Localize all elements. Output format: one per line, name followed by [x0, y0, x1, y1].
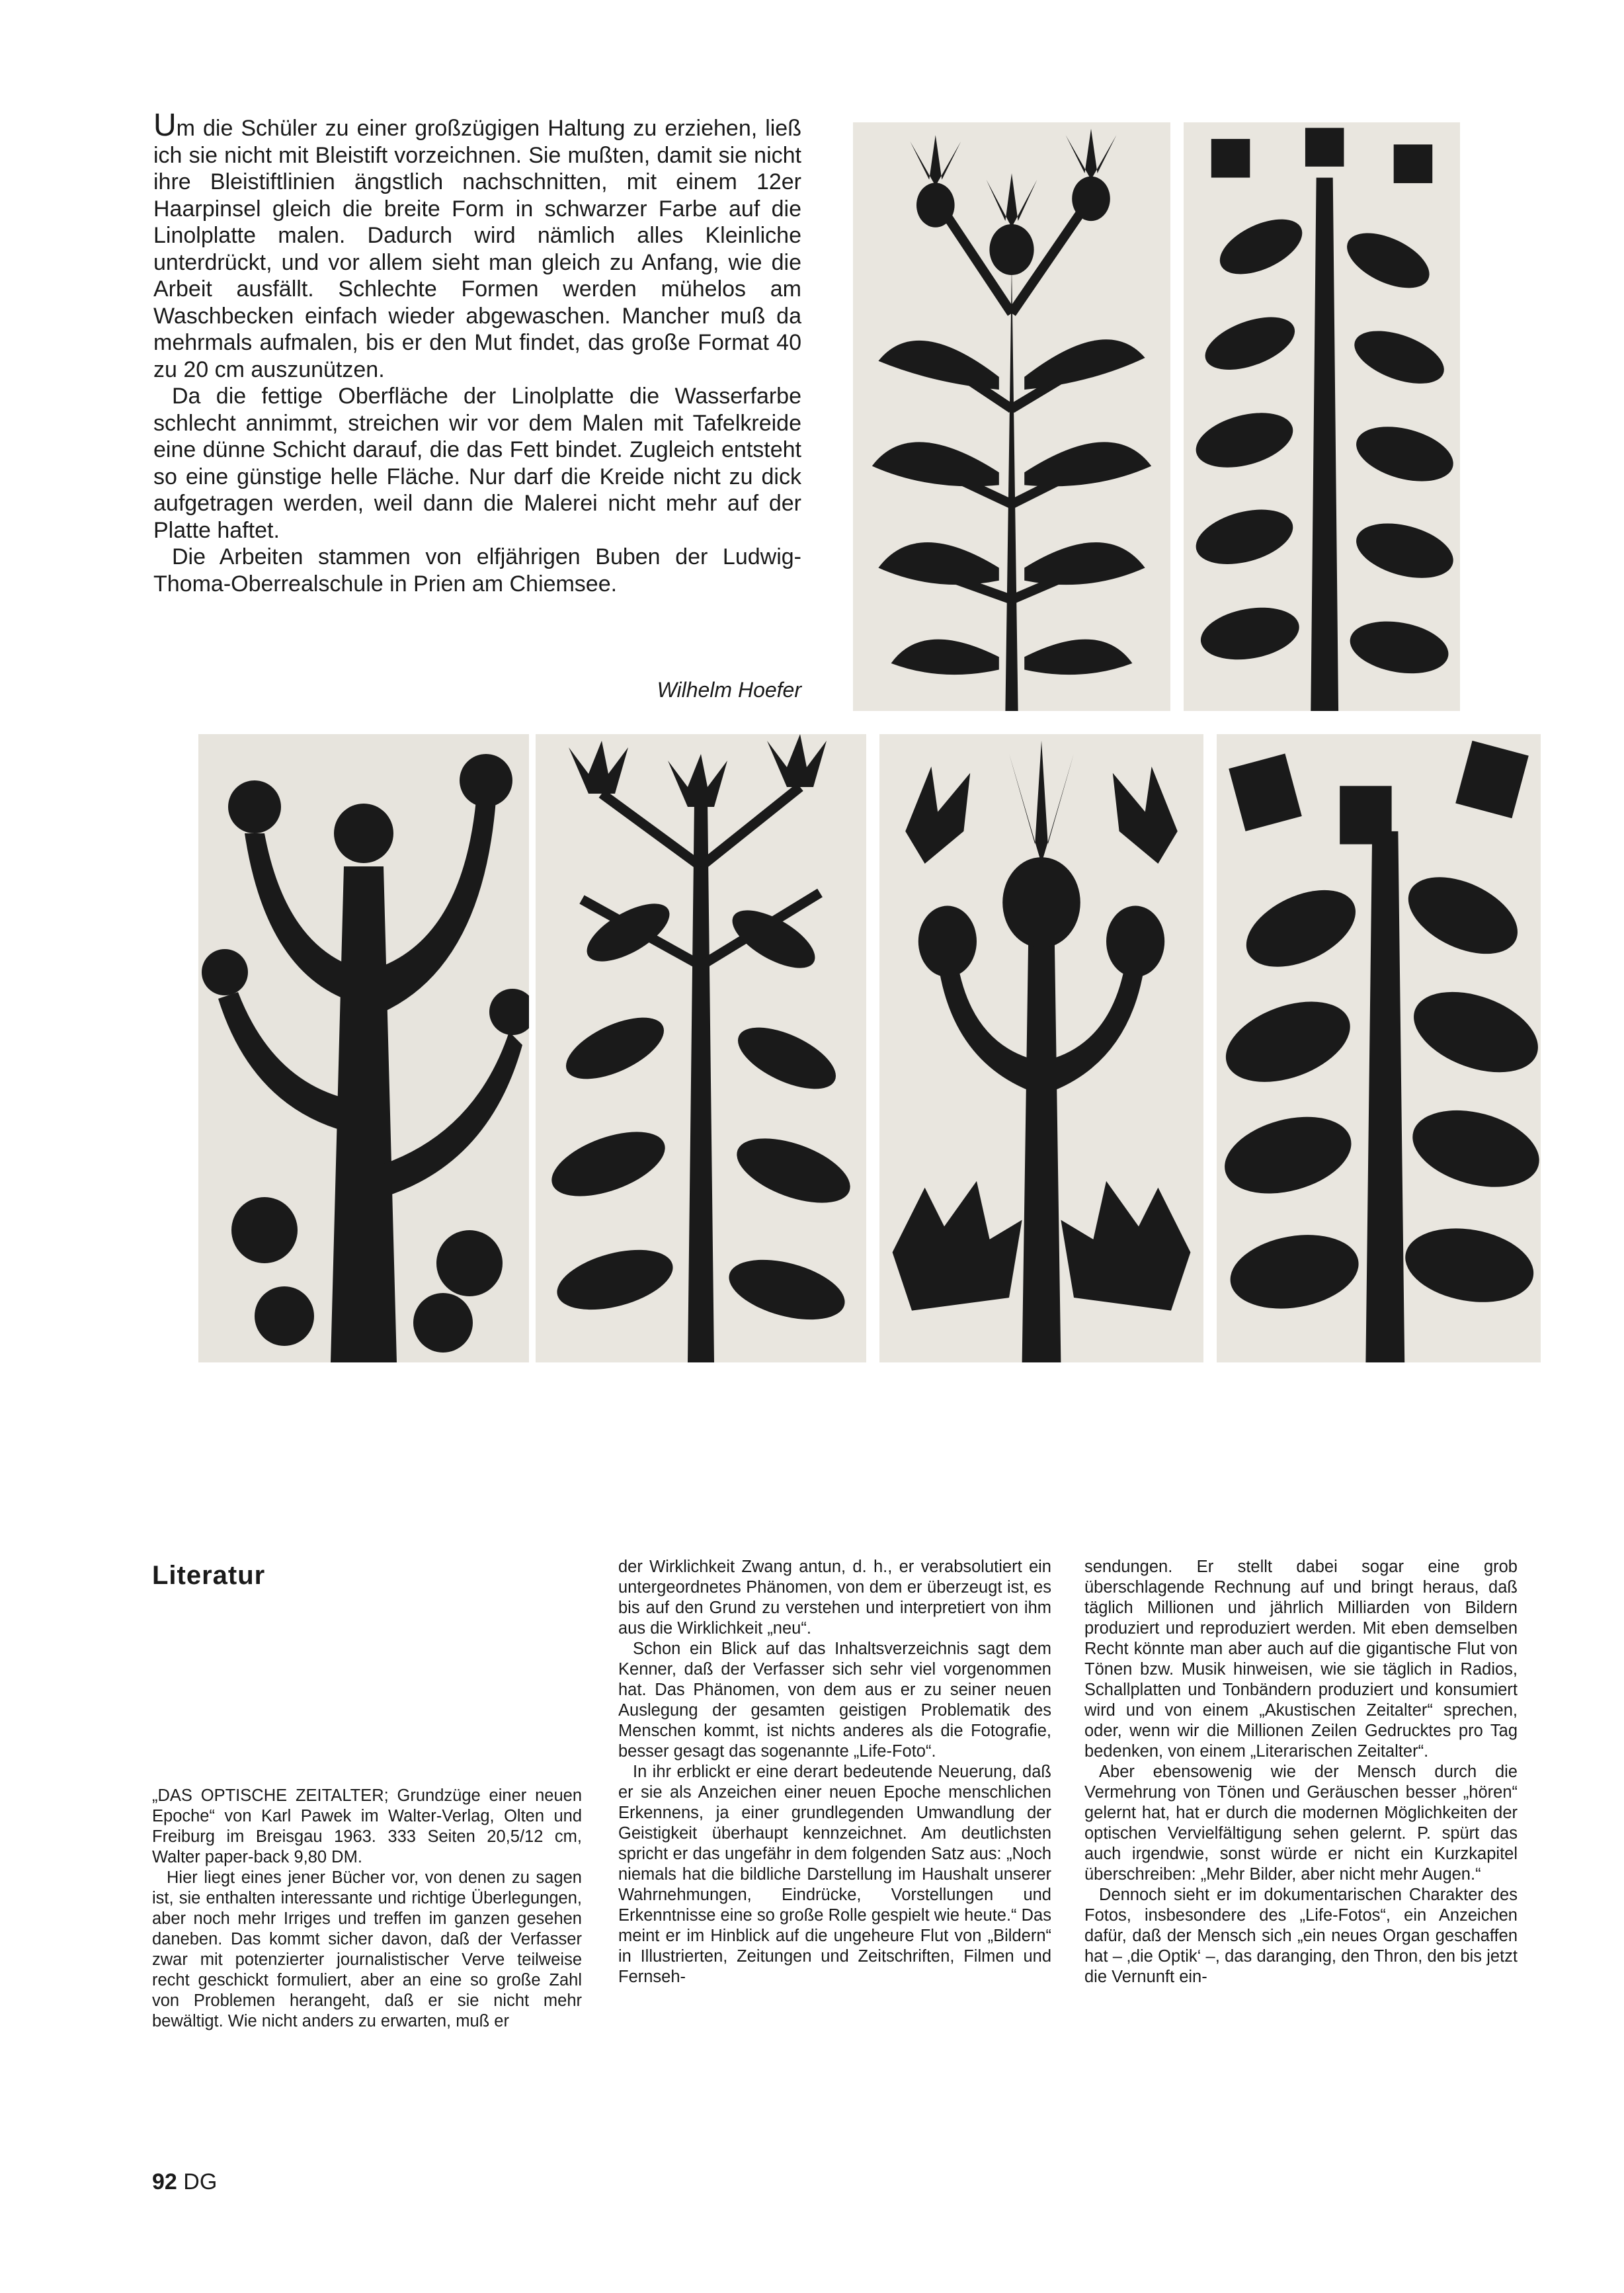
review-paragraph: der Wirklichkeit Zwang antun, d. h., er verabsolutiert ein untergeordnetes Phänomen, von dem er überzeugt ist, es bis auf den Grund zu verstehen und interpretiert von ihm aus die Wirklichkeit „neu“. [618, 1558, 1051, 1638]
leaf-tree-print-image [1184, 122, 1460, 711]
page-number: 92 [152, 2169, 177, 2194]
author-signature: Wilhelm Hoefer [657, 678, 801, 702]
linocut-print-1 [853, 122, 1170, 711]
review-paragraph: sendungen. Er stellt dabei sogar eine grob überschlagende Rechnung auf und bringt heraus, daß täglich Millionen und jährlich Milliarden von Bildern produziert und reproduziert werden. Mit eben demselben Recht könnte man aber auch auf die gigantische Flut von Tönen bzw. Musik hinweisen, wie sie täglich in Radios, Schallplatten und Tonbändern produziert und konsumiert wird und von einem „Akustischen Zeitalter“ sprechen, oder, wenn wir die Millionen Zeilen Gedrucktes pro Tag bedenken, von einem „Literarischen Zeitalter“. [1084, 1558, 1518, 1761]
thistle-print-image [853, 122, 1170, 711]
intro-paragraph-2: Da die fettige Oberfläche der Linolplatte die Wasserfarbe schlecht annimmt, streichen wir vor dem Malen mit Tafelkreide eine dünne Schicht darauf, die das Fett bindet. Zugleich entsteht so eine günstige helle Fläche. Nur darf die Kreide nicht zu dick aufgetragen werden, weil dann die Malerei nicht mehr auf der Platte haftet. [153, 384, 801, 543]
journal-abbreviation: DG [183, 2169, 218, 2194]
book-citation: „DAS OPTISCHE ZEITALTER; Grundzüge einer neuen Epoche“ von Karl Pawek im Walter-Verlag, Olten und Freiburg im Breisgau 1963. 333 Seiten 20,5/12 cm, Walter paper-back 9,80 DM. [152, 1786, 582, 1866]
page-footer [152, 2169, 217, 2195]
literature-column-1 [152, 1786, 582, 2032]
review-paragraph: In ihr erblickt er eine derart bedeutende Neuerung, daß er sie als Anzeichen einer neuen Epoche menschlichen Erkennens, ja einer grundlegenden Umwandlung der Geistigkeit überhaupt kennzeichnet. Am deutlichsten spricht er das ungefähr in dem folgenden Satz aus: „Noch niemals hat die bildliche Darstellung im Haushalt unserer Wahrnehmungen, Eindrücke, Vorstellungen und Erkenntnisse eine so große Rolle gespielt wie heute.“ Das meint er im Hinblick auf die ungeheure Flut von „Bildern“ in Illustrierten, Zeitungen und Zeitschriften, Filmen und Fernseh- [618, 1763, 1051, 1986]
intro-paragraph-1: Um die Schüler zu einer großzügigen Haltung zu erziehen, ließ ich sie nicht mit Bleistift vorzeichnen. Sie mußten, damit sie nicht ihre Bleistiftlinien ängstlich nachschnitten, mit einem 12er Haarpinsel gleich die breite Form in schwarzer Farbe auf die Linolplatte malen. Dadurch wird nämlich alles Kleinliche unterdrückt, und vor allem sieht man gleich zu Anfang, wie die Arbeit ausfällt. Schlechte Formen werden mühelos am Waschbecken einfach wieder abgewaschen. Mancher muß da mehrmals aufmalen, bis er den Mut findet, das große Format 40 zu 20 cm auszunützen. [153, 108, 801, 382]
leaf-tree-print-image [1217, 734, 1541, 1362]
literature-heading: Literatur [152, 1561, 266, 1590]
linocut-print-3 [198, 734, 529, 1362]
linocut-print-2 [1184, 122, 1460, 711]
linocut-print-5 [879, 734, 1203, 1362]
linocut-print-4 [536, 734, 866, 1362]
intro-paragraph-3: Die Arbeiten stammen von elfjährigen Buben der Ludwig-Thoma-Oberrealschule in Prien am Chiemsee. [153, 544, 801, 597]
leaf-tree-print-image [536, 734, 866, 1362]
branch-tree-print-image [198, 734, 529, 1362]
review-paragraph: Schon ein Blick auf das Inhaltsverzeichnis sagt dem Kenner, daß der Verfasser sich sehr viel vorgenommen hat. Das Phänomen, von dem aus er zu seiner neuen Auslegung der gesamten geistigen Problematik des Menschen kommt, ist nichts anderes als die Fotografie, besser gesagt das sogenannte „Life-Foto“. [618, 1640, 1051, 1761]
thistle-print-image [879, 734, 1203, 1362]
linocut-print-6 [1217, 734, 1541, 1362]
literature-column-2 [618, 1557, 1051, 1987]
intro-text [153, 108, 801, 597]
review-paragraph: Aber ebensowenig wie der Mensch durch die Vermehrung von Tönen und Geräuschen besser „hören“ gelernt hat, hat er durch die modernen Möglichkeiten der optischen Vervielfältigung sehen gelernt. P. spürt das auch irgendwie, sonst würde er nicht ein Kurzkapitel überschreiben: „Mehr Bilder, aber nicht mehr Augen.“ [1084, 1763, 1518, 1884]
literature-column-3 [1084, 1557, 1518, 1987]
review-paragraph: Hier liegt eines jener Bücher vor, von denen zu sagen ist, sie enthalten interessante und richtige Überlegungen, aber noch mehr Irriges und treffen im ganzen gesehen daneben. Das kommt sicher davon, daß der Verfasser zwar mit potenzierter journalistischer Verve teilweise recht geschickt formuliert, aber an eine so große Zahl von Problemen herangeht, daß er sie nicht mehr bewältigt. Wie nicht anders zu erwarten, muß er [152, 1868, 582, 2030]
review-paragraph: Dennoch sieht er im dokumentarischen Charakter des Fotos, insbesondere des „Life-Fotos“, ein Anzeichen dafür, daß der Mensch sich „ein neues Organ geschaffen hat – ‚die Optik‘ –, das daranging, den Thron, den bis jetzt die Vernunft ein- [1084, 1886, 1518, 1986]
